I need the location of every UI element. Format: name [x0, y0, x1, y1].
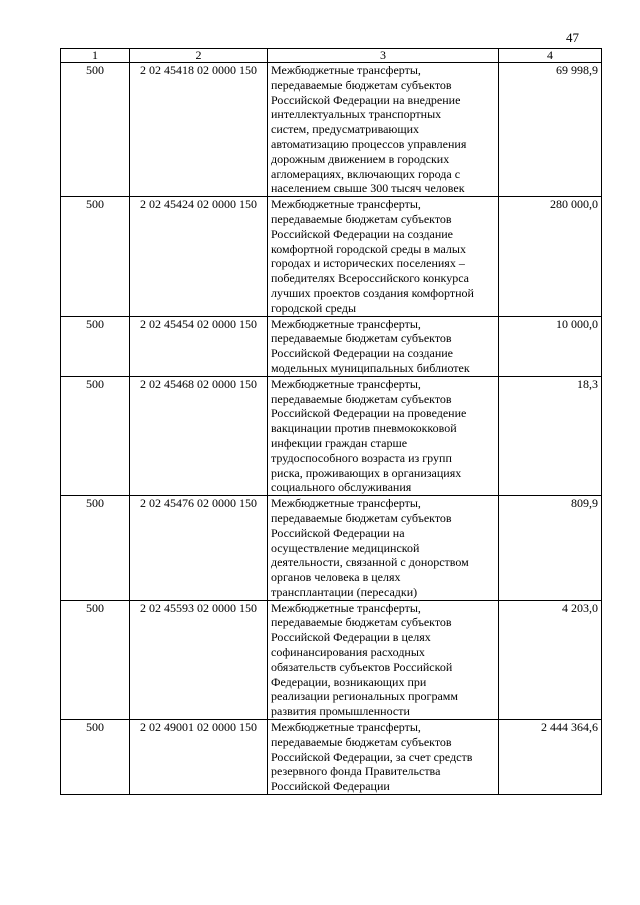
amount-cell: 10 000,0 [499, 316, 602, 376]
amount-cell: 69 998,9 [499, 63, 602, 197]
name-line: развития промышленности [271, 704, 410, 719]
revenue-name-cell [268, 496, 499, 601]
name-line: модельных муниципальных библиотек [271, 360, 470, 375]
revenue-code-cell: 2 02 45424 02 0000 150 [130, 197, 268, 316]
amount-cell: 809,9 [499, 496, 602, 601]
name-line: населением свыше 300 тысяч человек [271, 181, 465, 196]
name-line: вакцинации против пневмококковой [271, 421, 457, 436]
name-line: Российской Федерации в целях [271, 630, 431, 645]
name-line: передаваемые бюджетам субъектов [271, 615, 452, 630]
name-line: передаваемые бюджетам субъектов [271, 510, 452, 525]
name-line: Межбюджетные трансферты, [271, 376, 421, 391]
name-line: Российской Федерации на внедрение [271, 92, 461, 107]
admin-code-cell: 500 [61, 316, 130, 376]
name-line: деятельности, связанной с донорством [271, 555, 469, 570]
name-line: Российской Федерации на [271, 525, 405, 540]
admin-code-cell: 500 [61, 197, 130, 316]
name-line: Российской Федерации, за счет средств [271, 749, 473, 764]
admin-code-cell: 500 [61, 496, 130, 601]
name-line: систем, предусматривающих [271, 122, 420, 137]
amount-cell: 18,3 [499, 376, 602, 495]
name-line: Межбюджетные трансферты, [271, 316, 421, 331]
admin-code-cell: 500 [61, 720, 130, 795]
admin-code-cell: 500 [61, 600, 130, 719]
name-line: осуществление медицинской [271, 540, 420, 555]
table-row [61, 720, 602, 795]
name-line: резервного фонда Правительства [271, 764, 441, 779]
budget-table [60, 48, 602, 795]
name-line: агломерациях, включающих города с [271, 166, 461, 181]
name-line: софинансирования расходных [271, 645, 425, 660]
name-line: Межбюджетные трансферты, [271, 496, 421, 511]
name-line: обязательств субъектов Российской [271, 659, 453, 674]
name-line: лучших проектов создания комфортной [271, 285, 474, 300]
header-col-1: 1 [61, 49, 130, 63]
header-row [61, 49, 602, 63]
revenue-name-cell [268, 600, 499, 719]
revenue-name-cell [268, 63, 499, 197]
page-number: 47 [566, 30, 579, 45]
name-line: Российской Федерации на проведение [271, 406, 467, 421]
revenue-code-cell: 2 02 45468 02 0000 150 [130, 376, 268, 495]
name-line: передаваемые бюджетам субъектов [271, 211, 452, 226]
name-line: дорожным движением в городских [271, 151, 450, 166]
name-line: передаваемые бюджетам субъектов [271, 331, 452, 346]
name-line: Межбюджетные трансферты, [271, 600, 421, 615]
revenue-code-cell: 2 02 45418 02 0000 150 [130, 63, 268, 197]
revenue-code-cell: 2 02 45593 02 0000 150 [130, 600, 268, 719]
name-line: передаваемые бюджетам субъектов [271, 77, 452, 92]
table-row [61, 316, 602, 376]
name-line: городах и исторических поселениях – [271, 256, 465, 271]
name-line: городской среды [271, 300, 357, 315]
name-line: инфекции граждан старше [271, 435, 408, 450]
header-col-2: 2 [130, 49, 268, 63]
name-line: интеллектуальных транспортных [271, 107, 442, 122]
table-row [61, 496, 602, 601]
name-line: Российской Федерации на создание [271, 226, 454, 241]
admin-code-cell: 500 [61, 376, 130, 495]
header-col-4: 4 [499, 49, 602, 63]
table-row [61, 600, 602, 719]
name-line: риска, проживающих в организациях [271, 465, 462, 480]
table-row [61, 197, 602, 316]
revenue-name-cell [268, 376, 499, 495]
name-line: трудоспособного возраста из групп [271, 450, 452, 465]
name-line: Межбюджетные трансферты, [271, 720, 421, 735]
name-line: Российской Федерации на создание [271, 346, 454, 361]
name-line: трансплантации (пересадки) [271, 584, 418, 599]
revenue-code-cell: 2 02 49001 02 0000 150 [130, 720, 268, 795]
name-line: передаваемые бюджетам субъектов [271, 391, 452, 406]
header-col-3: 3 [268, 49, 499, 63]
name-line: реализации региональных программ [271, 689, 458, 704]
amount-cell: 280 000,0 [499, 197, 602, 316]
amount-cell: 2 444 364,6 [499, 720, 602, 795]
revenue-name-cell [268, 316, 499, 376]
revenue-code-cell: 2 02 45476 02 0000 150 [130, 496, 268, 601]
table-row [61, 376, 602, 495]
revenue-name-cell [268, 197, 499, 316]
admin-code-cell: 500 [61, 63, 130, 197]
name-line: Российской Федерации [271, 779, 390, 794]
name-line: Межбюджетные трансферты, [271, 197, 421, 212]
revenue-code-cell: 2 02 45454 02 0000 150 [130, 316, 268, 376]
revenue-name-cell [268, 720, 499, 795]
table-row [61, 63, 602, 197]
name-line: комфортной городской среды в малых [271, 241, 466, 256]
name-line: Федерации, возникающих при [271, 674, 427, 689]
name-line: автоматизацию процессов управления [271, 136, 467, 151]
name-line: социального обслуживания [271, 480, 412, 495]
name-line: передаваемые бюджетам субъектов [271, 734, 452, 749]
name-line: Межбюджетные трансферты, [271, 63, 421, 77]
name-line: органов человека в целях [271, 570, 401, 585]
amount-cell: 4 203,0 [499, 600, 602, 719]
name-line: победителях Всероссийского конкурса [271, 271, 470, 286]
